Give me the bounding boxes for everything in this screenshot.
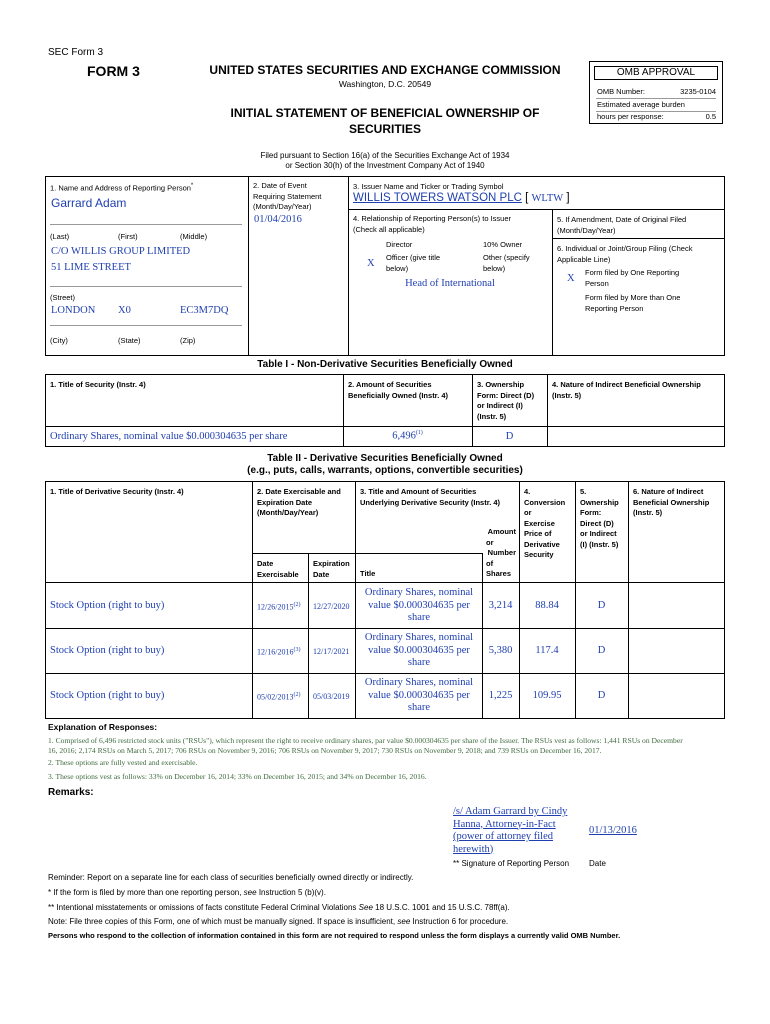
footnote-3: 3. These options vest as follows: 33% on December 16, 2014; 33% on December 16, 2015; and 34% on December 16, 2016. [48, 772, 427, 781]
sec-form-label: SEC Form 3 [48, 47, 104, 58]
ticker-symbol: WLTW [531, 193, 564, 204]
row3-price: 109.95 [532, 690, 562, 701]
table2-col4-line: Exercise [524, 518, 555, 528]
row2-underlying [357, 632, 481, 670]
sub-amount-line: Number [487, 548, 516, 557]
officer-check-mark: X [367, 258, 375, 269]
box5-label [557, 215, 686, 236]
table2-col5-line: Ownership [580, 497, 619, 507]
first-label: (First) [118, 232, 138, 241]
table1-col2-line1: 2. Amount of Securities [348, 380, 432, 389]
table1-col3-line1: 3. Ownership [477, 380, 525, 389]
city-value: LONDON [51, 305, 96, 316]
table2-title-line2: (e.g., puts, calls, warrants, options, convertible securities) [247, 465, 523, 476]
table2-col3-header [360, 487, 500, 508]
table1-col2-line2: Beneficially Owned (Instr. 4) [348, 390, 449, 400]
one-person-line2: Person [585, 278, 609, 288]
table2-col5-header [580, 487, 619, 550]
table2-sub-amount [482, 527, 516, 580]
row1-price: 88.84 [535, 600, 559, 611]
table2-col6-line1: 6. Nature of Indirect [633, 487, 704, 496]
filed-line1: Filed pursuant to Section 16(a) of the Securities Exchange Act of 1934 [260, 151, 510, 160]
row3-underlying-line2: value $0.000304635 per [368, 689, 470, 701]
box6-label-line1: 6. Individual or Joint/Group Filing (Check [557, 244, 693, 253]
row1-underlying-line2: value $0.000304635 per [368, 599, 470, 611]
sub-exercisable-line2: Exercisable [257, 569, 299, 579]
table1-title: Table I - Non-Derivative Securities Beneficially Owned [257, 359, 513, 370]
table1-col4-line2: (Instr. 5) [552, 390, 582, 400]
omb-title: OMB APPROVAL [594, 66, 718, 80]
row1-amount: 3,214 [488, 600, 513, 611]
street-label: (Street) [50, 293, 76, 302]
row1-title: Stock Option (right to buy) [50, 600, 165, 611]
sub-amount-line: of [486, 558, 494, 568]
reminder-text: Reminder: Report on a separate line for each class of securities beneficially owned directly or indirectly. [48, 873, 414, 882]
table1-col3-line3: or Indirect (I) [477, 401, 523, 410]
table2-title-line1: Table II - Derivative Securities Beneficially Owned [267, 453, 503, 464]
table2-col5-line: 5. [580, 487, 587, 496]
table2-sub-exercisable [257, 559, 299, 580]
omb-number-label: OMB Number: [597, 87, 645, 96]
box1-label-mark: * [190, 183, 194, 189]
row3-exercisable-value: 05/02/2013 [257, 692, 294, 702]
omb-burden-line2: hours per response: [597, 112, 664, 121]
table2-col1-header: 1. Title of Derivative Security (Instr. 4) [50, 487, 184, 496]
persons-notice: Persons who respond to the collection of information contained in this form are not required to respond unless the form displays a currently valid OMB Number. [48, 931, 621, 940]
filed-pursuant [190, 151, 580, 171]
box6-label-line2: Applicable Line) [557, 254, 611, 264]
note-2 [48, 903, 510, 912]
table1-col1-header: 1. Title of Security (Instr. 4) [50, 380, 146, 389]
last-label: (Last) [50, 232, 70, 241]
row3-underlying-line3: share [407, 702, 431, 713]
row2-exercisable-value: 12/16/2016 [257, 647, 294, 657]
signature-line2: Hanna, Attorney-in-Fact [453, 818, 556, 830]
note-3-pre: Note: File three copies of this Form, one of which must be manually signed. If space is insufficient, [48, 917, 396, 926]
row2-underlying-line1: Ordinary Shares, nominal [364, 632, 474, 643]
zip-value: EC3M7DQ [180, 305, 229, 316]
table2-col3-line1: 3. Title and Amount of Securities [360, 487, 477, 496]
footnote-1 [48, 736, 728, 756]
table2-col5-line: (I) (Instr. 5) [580, 539, 619, 549]
event-date: 01/04/2016 [254, 214, 302, 225]
table2-col4-line: or [524, 508, 532, 517]
signature-line1: /s/ Adam Garrard by Cindy [453, 806, 568, 817]
box2-label-line3: (Month/Day/Year) [253, 202, 312, 211]
signature-date: 01/13/2016 [589, 825, 637, 836]
row3-amount: 1,225 [488, 690, 513, 701]
box4-label-line2: (Check all applicable) [353, 224, 425, 234]
table2-title [45, 453, 725, 477]
row3-exercisable [257, 692, 300, 702]
note-2-see: See [358, 903, 373, 912]
row2-amount: 5,380 [488, 645, 513, 656]
row3-underlying-line1: Ordinary Shares, nominal [364, 677, 474, 688]
reporting-person-name: Garrard Adam [51, 196, 127, 210]
middle-label: (Middle) [180, 232, 208, 241]
note-1-pre: * If the form is filed by more than one reporting person, [48, 888, 242, 897]
table2-sub-expiration [313, 559, 350, 580]
row1-underlying-line1: Ordinary Shares, nominal [364, 587, 474, 598]
signature-label: ** Signature of Reporting Person [453, 859, 570, 868]
note-3-post: Instruction 6 for procedure. [412, 917, 509, 926]
ticker-bracket-close: ] [566, 192, 570, 204]
officer-title: Head of International [405, 278, 495, 289]
table1-row-amount-value: 6,496 [392, 430, 416, 442]
footnote-2: 2. These options are fully vested and exercisable. [48, 758, 198, 767]
omb-number-value: 3235-0104 [680, 87, 716, 96]
sub-expiration-line1: Expiration [313, 559, 350, 568]
city-label: (City) [50, 336, 68, 345]
sub-amount-line: Amount [487, 527, 516, 536]
ten-percent-label: 10% Owner [483, 240, 523, 249]
row1-underlying-line3: share [407, 612, 431, 623]
row1-exercisable [257, 602, 300, 612]
box5-label-line2: (Month/Day/Year) [557, 225, 616, 235]
note-1 [48, 888, 326, 897]
note-2-pre: ** Intentional misstatements or omissions of facts constitute Federal Criminal Violations [48, 903, 357, 912]
agency-title: UNITED STATES SECURITIES AND EXCHANGE COMMISSION [209, 63, 561, 77]
row3-title: Stock Option (right to buy) [50, 690, 165, 701]
row3-expiration: 05/03/2019 [313, 692, 350, 701]
row1-exercisable-fn: (2) [293, 602, 301, 608]
omb-burden-line1: Estimated average burden [597, 100, 685, 109]
box1-label [50, 183, 193, 193]
note-2-post: 18 U.S.C. 1001 and 15 U.S.C. 78ff(a). [375, 903, 510, 912]
sub-exercisable-line1: Date [257, 559, 274, 568]
sub-amount-line: or [486, 537, 494, 547]
box6-label [557, 244, 692, 265]
table2-col4-header [524, 487, 565, 561]
table1-row-form: D [505, 431, 514, 442]
explanation-title: Explanation of Responses: [48, 722, 158, 732]
box1-label-text: 1. Name and Address of Reporting Person [50, 183, 191, 193]
table2-col4-line: Conversion [524, 497, 566, 507]
table2-sub-title: Title [360, 569, 376, 578]
more-person-line1: Form filed by More than One [585, 293, 681, 302]
row2-form: D [597, 645, 606, 656]
signature-line3: (power of attorney filed [453, 831, 554, 842]
ticker-bracket-open: [ [525, 192, 529, 204]
box2-label-line2: Requiring Statement [253, 191, 322, 201]
table2-col6-header [633, 487, 709, 519]
row2-expiration: 12/17/2021 [313, 647, 350, 656]
more-person-label [585, 293, 680, 314]
row2-underlying-line3: share [407, 657, 431, 668]
table2-col2-line3: (Month/Day/Year) [257, 508, 319, 517]
table2-col5-line: or Indirect [580, 529, 617, 538]
row3-form: D [597, 690, 606, 701]
date-label: Date [589, 859, 606, 868]
one-person-check-mark: X [567, 273, 575, 284]
table1-col3-header [477, 380, 534, 422]
table2-col3-line2: Underlying Derivative Security (Instr. 4) [360, 497, 501, 507]
filed-line2: or Section 30(h) of the Investment Company Act of 1940 [285, 161, 485, 170]
sub-expiration-line2: Date [313, 569, 330, 579]
table1-col4-header [552, 380, 701, 401]
note-3 [48, 917, 508, 926]
table2-col6-line2: Beneficial Ownership [633, 497, 710, 507]
row3-underlying [357, 677, 481, 715]
form-title: FORM 3 [87, 63, 140, 79]
issuer-name[interactable]: WILLIS TOWERS WATSON PLC [353, 192, 522, 204]
footnote-1-line2: 16, 2016; 2,174 RSUs on March 5, 2017; 706 RSUs on November 9, 2016; 706 RSUs on November 9, 2017; 730 RSUs on November 9, 2018; and 739 RSUs on December 16, 2017. [48, 746, 602, 755]
row1-exercisable-value: 12/26/2015 [257, 602, 294, 612]
table1-col2-header [348, 380, 448, 401]
other-label [483, 253, 530, 274]
table1-col4-line1: 4. Nature of Indirect Beneficial Ownership [552, 380, 701, 389]
other-label-line2: below) [483, 263, 506, 273]
state-label: (State) [118, 336, 141, 345]
row1-expiration: 12/27/2020 [313, 602, 350, 611]
row2-underlying-line2: value $0.000304635 per [368, 644, 470, 656]
statement-title-line1: INITIAL STATEMENT OF BENEFICIAL OWNERSHIP OF [230, 106, 540, 120]
table2-col2-header [257, 487, 341, 519]
table1-row-amount [343, 430, 472, 442]
one-person-line1: Form filed by One Reporting [585, 268, 680, 277]
table2-col2-line1: 2. Date Exercisable and [257, 487, 341, 496]
officer-label-line2: below) [386, 263, 409, 273]
other-label-line1: Other (specify [483, 253, 530, 262]
row2-title: Stock Option (right to buy) [50, 645, 165, 656]
address-line1: C/O WILLIS GROUP LIMITED [51, 246, 191, 257]
box5-label-line1: 5. If Amendment, Date of Original Filed [557, 215, 687, 224]
zip-label: (Zip) [180, 336, 196, 345]
omb-approval-box [589, 61, 723, 124]
more-person-line2: Reporting Person [585, 303, 644, 313]
table2-col6-line3: (Instr. 5) [633, 508, 663, 517]
agency-location: Washington, D.C. 20549 [338, 79, 432, 89]
row2-exercisable-fn: (3) [293, 647, 301, 653]
table2-col4-line: 4. [524, 487, 531, 496]
state-value: X0 [118, 305, 131, 316]
officer-label [386, 253, 440, 274]
box2-label [253, 181, 321, 213]
statement-title-line2: SECURITIES [348, 122, 421, 136]
sub-amount-line: Shares [486, 569, 512, 578]
note-1-see: see [243, 888, 257, 897]
table1-row-title: Ordinary Shares, nominal value $0.000304635 per share [50, 431, 288, 442]
table1-col3-line4: (Instr. 5) [477, 411, 507, 421]
row2-exercisable [257, 647, 300, 657]
row1-underlying [357, 587, 481, 625]
row1-form: D [597, 600, 606, 611]
note-1-post: Instruction 5 (b)(v). [258, 888, 326, 897]
row2-price: 117.4 [535, 645, 559, 656]
row3-exercisable-fn: (2) [293, 692, 301, 698]
signature-block [453, 806, 567, 856]
table1-col3-line2: Form: Direct (D) [477, 390, 535, 400]
table2-col4-line: Derivative [524, 539, 560, 549]
box4-label-line1: 4. Relationship of Reporting Person(s) to Issuer [353, 214, 511, 223]
omb-burden-value: 0.5 [705, 112, 716, 121]
one-person-label [585, 268, 679, 289]
box4-label [353, 214, 511, 235]
remarks-title: Remarks: [48, 787, 94, 798]
statement-title [190, 105, 580, 137]
table2-col4-line: Price of [524, 529, 552, 538]
table2-col5-line: Form: [580, 508, 602, 517]
box2-label-line1: 2. Date of Event [253, 181, 307, 190]
table2-col5-line: Direct (D) [580, 518, 614, 528]
note-3-see: see [397, 917, 411, 926]
footnote-1-line1: 1. Comprised of 6,496 restricted stock units ("RSUs"), which represent the right to receive ordinary shares, par value $0.000304635 per share of the Issuer. The RSUs vest as follows: 1,441 RSUs on December [48, 736, 683, 745]
officer-label-line1: Officer (give title [386, 253, 441, 262]
signature-line4: herewith) [453, 843, 494, 855]
table2-col2-line2: Expiration Date [257, 497, 313, 507]
box3-label: 3. Issuer Name and Ticker or Trading Symbol [353, 182, 504, 191]
table1-row-amount-footnote: (1) [415, 430, 423, 436]
director-label: Director [386, 240, 413, 249]
issuer-line [353, 192, 570, 204]
table2-col4-line: Security [524, 550, 554, 559]
address-line2: 51 LIME STREET [51, 262, 131, 273]
